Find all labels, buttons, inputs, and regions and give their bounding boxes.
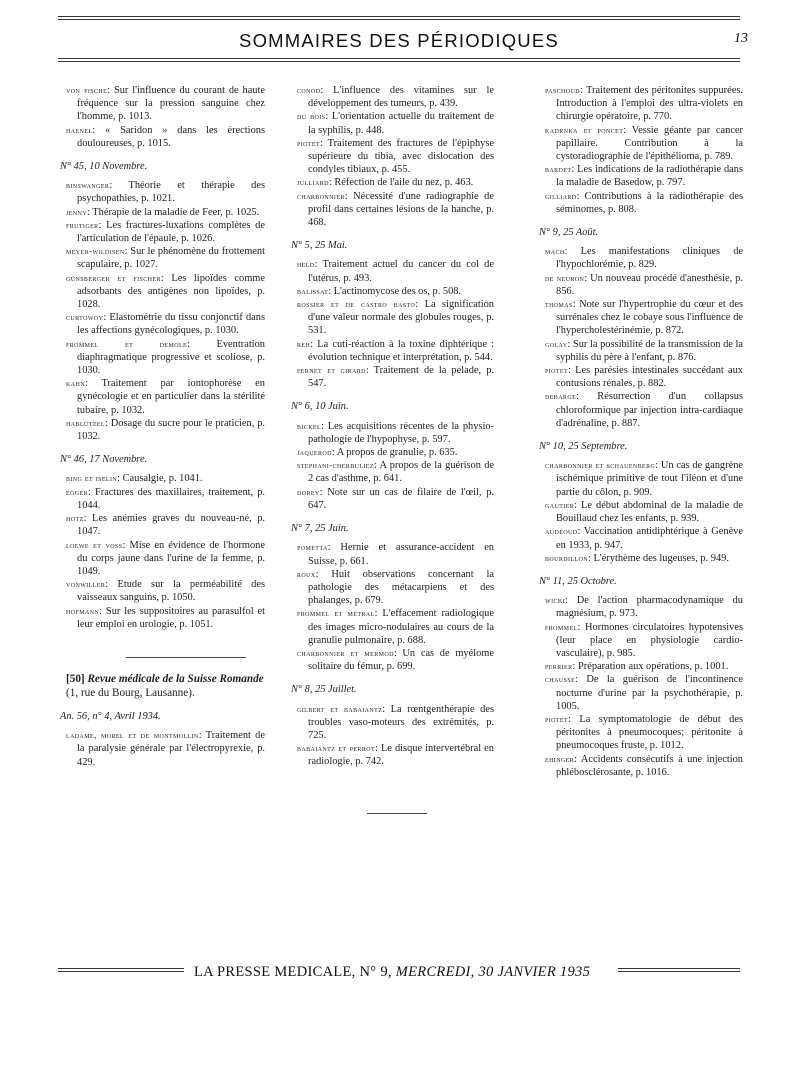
article-text: : Un nouveau procédé d'anesthésie, p. 856. <box>556 272 743 297</box>
article-text: : Les acquisitions récentes de la physio-pathologie de l'hypophyse, p. 597. <box>308 420 494 445</box>
entry-group <box>297 541 494 673</box>
article-author: julliard <box>297 177 329 188</box>
article-author: wicki <box>545 595 565 606</box>
article-text: : Mise en évidence de l'hormone du corps jaune dans l'urine de la femme, p. 1049. <box>77 539 265 577</box>
issue-heading: N° 11, 25 Octobre. <box>539 575 617 587</box>
article-text: : De la guérison de l'incontinence nocturne d'urine par la psychothérapie, p. 1005. <box>556 674 743 712</box>
article-entry <box>297 176 494 189</box>
article-author: bardet <box>545 164 572 175</box>
entry-group <box>545 84 743 216</box>
entry-group <box>297 258 494 390</box>
article-text: : Un cas de myélome solitaire du fémur, p. 699. <box>308 647 494 673</box>
article-text: : Thérapie de la maladie de Feer, p. 1025. <box>87 206 260 218</box>
article-entry <box>545 499 743 525</box>
article-entry <box>297 338 494 364</box>
article-text: : Vessie géante par cancer papillaire. Contribution à la cystoradiographie de l'épithélioma, p. 789. <box>556 124 744 163</box>
article-author: egger <box>66 486 88 497</box>
article-text: : L'actinomycose des os, p. 508. <box>328 285 462 297</box>
article-author: charbonnier et mermod <box>297 647 394 658</box>
page-number: 13 <box>734 31 748 46</box>
article-author: bourdillon <box>545 552 588 563</box>
article-entry <box>66 219 265 245</box>
article-text: : Contributions à la radiothérapie des séminomes, p. 808. <box>556 190 743 215</box>
article-entry <box>545 660 743 673</box>
article-entry <box>66 512 265 538</box>
article-author: gilliard <box>545 190 577 201</box>
article-text: : Note sur l'hypertrophie du cœur et des surrénales chez le cobaye sous l'influence de l'hypercholestérinémie, p. 872. <box>556 299 743 337</box>
article-author: günsberger et fischer <box>66 272 161 283</box>
article-author: reh <box>297 338 311 349</box>
header-rule-top <box>58 16 740 17</box>
footer-rule-left-2 <box>58 971 184 972</box>
article-text: : Les manifestations cliniques de l'hypochlorémie, p. 829. <box>556 246 743 271</box>
article-author: stephani-cherbuliez <box>297 460 374 471</box>
article-author: conod <box>297 85 321 95</box>
article-entry <box>66 124 265 150</box>
article-author: dorey <box>297 486 320 497</box>
article-text: : Réfection de l'aile du nez, p. 463. <box>328 177 474 189</box>
article-text: : « Saridon » dans les érections douloureuses, p. 1015. <box>77 124 265 149</box>
entry-group <box>545 459 743 565</box>
article-entry <box>297 703 494 743</box>
header-rule-top-2 <box>58 19 740 20</box>
article-entry <box>297 298 494 338</box>
article-author: jaquerod <box>297 447 332 458</box>
article-author: frommel <box>545 621 578 632</box>
article-author: perrier <box>545 661 573 672</box>
article-entry <box>66 377 265 417</box>
article-entry <box>545 190 743 216</box>
article-author: von fische <box>66 85 108 95</box>
article-entry <box>66 311 265 337</box>
article-text: : De l'action pharmacodynamique du magnésium, p. 973. <box>556 595 743 620</box>
article-entry <box>545 753 743 779</box>
article-author: thomas <box>545 299 573 310</box>
article-entry <box>545 525 743 551</box>
article-entry <box>545 594 743 620</box>
article-entry <box>66 729 265 769</box>
article-text: : Préparation aux opérations, p. 1001. <box>572 661 729 673</box>
article-author: curtowoy <box>66 312 104 323</box>
article-text: : Sur le phénomène du frottement scapulaire, p. 1027. <box>77 246 265 271</box>
article-entry <box>545 673 743 713</box>
article-text: : A propos de la guérison de 2 cas d'asthme, p. 641. <box>308 460 494 485</box>
article-entry <box>545 621 743 661</box>
article-text: : Les lipoïdes comme adsorbants des antigènes non lipoïdes, p. 1028. <box>77 272 265 311</box>
article-entry <box>545 272 743 298</box>
article-entry <box>297 190 494 230</box>
article-text: : La cuti-réaction à la toxine diphtérique : évolution technique et interprétation, p. 544. <box>308 338 494 363</box>
article-author: kadrnka et poncet <box>545 124 624 135</box>
article-entry <box>545 84 743 124</box>
article-text: : Traitement des péritonites suppurées. Introduction à l'emploi des ultra-violets en chirurgie opératoire, p. 770. <box>556 85 743 123</box>
page-title: SOMMAIRES DES PÉRIODIQUES <box>239 30 559 51</box>
article-author: bickel <box>297 420 322 431</box>
article-entry <box>66 486 265 512</box>
article-text: : La signification d'une valeur normale des globules rouges, p. 531. <box>308 299 494 337</box>
article-author: hotz <box>66 513 84 524</box>
separator-rule <box>367 813 427 814</box>
article-text: : Accidents consécutifs à une injection phlébosclérosante, p. 1016. <box>556 753 743 778</box>
article-text: : Etude sur la perméabilité des vaisseaux sanguins, p. 1050. <box>77 579 265 604</box>
article-entry <box>66 206 265 219</box>
article-text: : L'érythème des lugeuses, p. 949. <box>588 552 729 564</box>
article-author: frutiger <box>66 219 99 230</box>
article-entry <box>297 446 494 459</box>
article-entry <box>66 472 265 485</box>
article-author: debarge <box>545 391 577 402</box>
article-author: frommel et demole <box>66 338 188 349</box>
issue-heading: N° 5, 25 Mai. <box>291 240 348 252</box>
article-text: : Hormones circulatoires hypotensives (leur place en physiologie cardio-vasculaire), p. 985. <box>556 621 743 659</box>
article-text: : Fractures des maxillaires, traitement, p. 1044. <box>77 486 265 511</box>
entry-group <box>297 420 494 512</box>
article-text: : Elastométrie du tissu conjonctif dans les affections gynécologiques, p. 1030. <box>77 312 265 337</box>
article-text: : Un cas de gangrène ischémique primitive de tout l'iléon et d'une partie du côlon, p. 909. <box>556 460 743 498</box>
article-author: charbonnier <box>297 190 345 201</box>
entry-group <box>545 594 743 779</box>
article-author: roux <box>297 568 316 579</box>
article-text: : Traitement par iontophorèse en gynécologie et en particulier dans la stérilité tubaire, p. 1032. <box>77 378 265 416</box>
article-text: : Les indications de la radiothérapie dans la maladie de Basedow, p. 797. <box>556 164 743 189</box>
article-entry <box>297 285 494 298</box>
page-header <box>58 14 748 68</box>
entry-group <box>66 472 265 630</box>
issue-heading: N° 9, 25 Août. <box>539 227 599 239</box>
entry-group <box>66 179 265 443</box>
article-text: : Traitement de la pelade, p. 547. <box>308 365 494 390</box>
article-text: : Nécessité d'une radiographie de profil dans certaines lésions de la hanche, p. 468. <box>308 190 494 229</box>
article-entry <box>297 84 494 110</box>
article-text: : Sur les suppositoires au parasulfol et leur emploi en urologie, p. 1051. <box>77 605 265 630</box>
article-entry <box>297 137 494 177</box>
article-text: : Le disque intervertébral en radiologie, p. 742. <box>308 743 494 768</box>
article-entry <box>297 459 494 485</box>
article-author: de neuron <box>545 272 585 283</box>
journal-title: Revue médicale de la Suisse Romande <box>87 672 264 685</box>
footer-citation <box>194 964 590 981</box>
article-entry <box>545 390 743 430</box>
journal-address: (1, rue du Bourg, Lausanne). <box>66 686 195 699</box>
article-author: vonwiller <box>66 579 106 590</box>
issue-heading: N° 6, 10 Juin. <box>291 401 349 413</box>
article-text: : Sur la possibilité de la transmission de la syphilis du père à l'enfant, p. 876. <box>556 338 743 363</box>
separator-rule <box>126 657 246 658</box>
article-text: : L'influence des vitamines sur le développement des tumeurs, p. 439. <box>308 85 494 110</box>
article-author: balissat <box>297 285 329 296</box>
page-footer <box>58 960 740 984</box>
article-text: : Traitement de la paralysie générale par l'électropyrexie, p. 429. <box>77 730 265 768</box>
article-author: piotet <box>545 713 569 724</box>
article-author: jenny <box>66 206 87 217</box>
article-entry <box>297 110 494 136</box>
article-author: ladame, morel et de montmollin <box>66 730 199 741</box>
article-author: chausse <box>545 674 576 685</box>
footer-rule-right-2 <box>618 971 740 972</box>
footer-rule-left <box>58 968 184 969</box>
entry-group <box>545 245 743 430</box>
article-entry <box>297 607 494 647</box>
article-author: hablützel <box>66 417 105 428</box>
article-entry <box>545 124 744 164</box>
article-author: gautier <box>545 499 575 510</box>
article-text: : Dosage du sucre pour le praticien, p. 1032. <box>77 417 265 443</box>
issue-heading: An. 56, n° 4, Avril 1934. <box>60 710 161 722</box>
article-text: : L'effacement radiologique des images micro-nodulaires au cours de la granulie pulmonaire, p. 688. <box>308 608 494 646</box>
article-entry <box>297 742 494 768</box>
article-entry <box>297 258 494 284</box>
article-author: gilbert et babaiantz <box>297 703 383 714</box>
article-text: : La symptomatologie de début des péritonites à pneumocoques; péritonite à pneumocoques fruste, p. 1012. <box>556 713 743 752</box>
article-entry <box>297 486 494 512</box>
article-text: : Théorie et thérapie des psychopathies, p. 1021. <box>77 180 265 205</box>
article-entry <box>66 578 265 604</box>
article-author: rossier et de castro basto <box>297 299 416 310</box>
article-entry <box>66 179 265 205</box>
article-entry <box>66 338 265 378</box>
article-entry <box>545 298 743 338</box>
issue-heading: N° 10, 25 Septembre. <box>539 441 628 453</box>
article-author: haenel <box>66 124 93 135</box>
article-text: : Le début abdominal de la maladie de Bouillaud chez les enfants, p. 939. <box>556 499 743 525</box>
article-text: : Causalgie, p. 1041. <box>117 473 203 485</box>
issue-heading: N° 45, 10 Novembre. <box>60 161 148 173</box>
article-entry <box>297 568 494 608</box>
article-text: : Hernie et assurance-accident en Suisse, p. 661. <box>308 542 494 567</box>
article-author: ehinger <box>545 753 575 764</box>
article-entry <box>545 364 743 390</box>
article-entry <box>297 420 494 446</box>
column-3 <box>539 84 744 779</box>
article-entry <box>545 552 743 565</box>
issue-heading: N° 7, 25 Juin. <box>291 523 349 535</box>
header-rule-bottom <box>58 58 740 59</box>
article-text: : L'orientation actuelle du traitement de la syphilis, p. 448. <box>308 111 494 136</box>
article-entry <box>545 713 743 753</box>
article-text: : Eventration diaphragmatique progressive et scoliose, p. 1030. <box>77 338 265 377</box>
article-author: charbonnier et schauenberg <box>545 460 656 471</box>
article-author: held <box>297 259 315 270</box>
article-author: pometta <box>297 542 328 553</box>
article-author: babaiantz et perrot <box>297 743 376 754</box>
article-entry <box>66 84 266 124</box>
footer-number: N° 9, <box>359 964 392 980</box>
article-text: : Sur l'influence du courant de haute fréquence sur la pression sanguine chez l'homme, p. 1013. <box>77 85 266 123</box>
column-2 <box>291 84 494 814</box>
footer-date: 30 JANVIER 1935 <box>478 964 591 980</box>
article-entry <box>297 647 494 673</box>
article-text: : La rœntgenthérapie des troubles vaso-moteurs des extrémités, p. 725. <box>308 703 494 741</box>
article-author: du bois <box>297 111 326 122</box>
article-author: golay <box>545 338 568 349</box>
article-entry <box>297 364 494 390</box>
article-text: : Traitement actuel du cancer du col de l'utérus, p. 493. <box>308 259 494 284</box>
article-author: hofmann <box>66 605 100 616</box>
article-entry <box>66 605 265 631</box>
article-author: fernet et girard <box>297 365 366 376</box>
journal-number: [50] <box>66 672 85 685</box>
article-text: : Les anémies graves du nouveau-né, p. 1047. <box>77 513 265 538</box>
article-entry <box>545 459 743 499</box>
footer-journal: LA PRESSE MEDICALE, <box>194 964 356 980</box>
entry-group <box>66 84 265 150</box>
article-author: loewe et voss <box>66 539 123 550</box>
article-author: binswanger <box>66 180 110 191</box>
article-text: : Vaccination antidiphtérique à Genève en 1933, p. 947. <box>556 526 743 551</box>
article-text: : Traitement des fractures de l'épiphyse supérieure du tibia, avec dislocation des condyles tibiaux, p. 455. <box>308 137 494 176</box>
article-author: audéoud <box>545 526 578 537</box>
entry-group <box>66 729 265 769</box>
column-1 <box>60 84 266 769</box>
article-entry <box>297 541 494 567</box>
entry-group <box>297 84 494 229</box>
article-author: frommel et métral <box>297 608 375 619</box>
article-text: : Résurrection d'un collapsus chloroformique par injection intra-cardiaque d'adrénaline, p. 887. <box>556 391 743 429</box>
article-author: meyer-wildisen <box>66 246 125 257</box>
article-author: kahn <box>66 378 85 389</box>
footer-rule-right <box>618 968 740 969</box>
article-entry <box>66 539 265 579</box>
article-entry <box>66 417 265 443</box>
article-text: : A propos de granulie, p. 635. <box>331 447 458 459</box>
article-author: bing et iselin <box>66 473 118 484</box>
article-author: piotet <box>545 365 569 376</box>
entry-group <box>297 703 494 769</box>
issue-heading: N° 46, 17 Novembre. <box>60 454 148 466</box>
article-text: : Huit observations concernant la pathologie des métacarpiens et des phalanges, p. 679. <box>308 568 494 607</box>
footer-day: MERCREDI, <box>395 964 475 980</box>
header-rule-bottom-2 <box>58 61 740 62</box>
article-entry <box>66 245 265 271</box>
article-author: piotet <box>297 137 321 148</box>
article-entry <box>545 338 743 364</box>
article-author: paschoud <box>545 85 580 95</box>
article-text: : Note sur un cas de filaire de l'œil, p. 647. <box>308 486 494 511</box>
journal-heading <box>66 672 265 700</box>
article-entry <box>66 272 265 312</box>
article-text: : Les fractures-luxations complètes de l'articulation de l'épaule, p. 1026. <box>77 219 265 245</box>
article-entry <box>545 245 743 271</box>
article-entry <box>545 163 743 189</box>
article-text: : Les parésies intestinales succédant aux contusions rénales, p. 882. <box>556 365 743 390</box>
issue-heading: N° 8, 25 Juillet. <box>291 684 357 696</box>
article-author: mach <box>545 246 565 257</box>
